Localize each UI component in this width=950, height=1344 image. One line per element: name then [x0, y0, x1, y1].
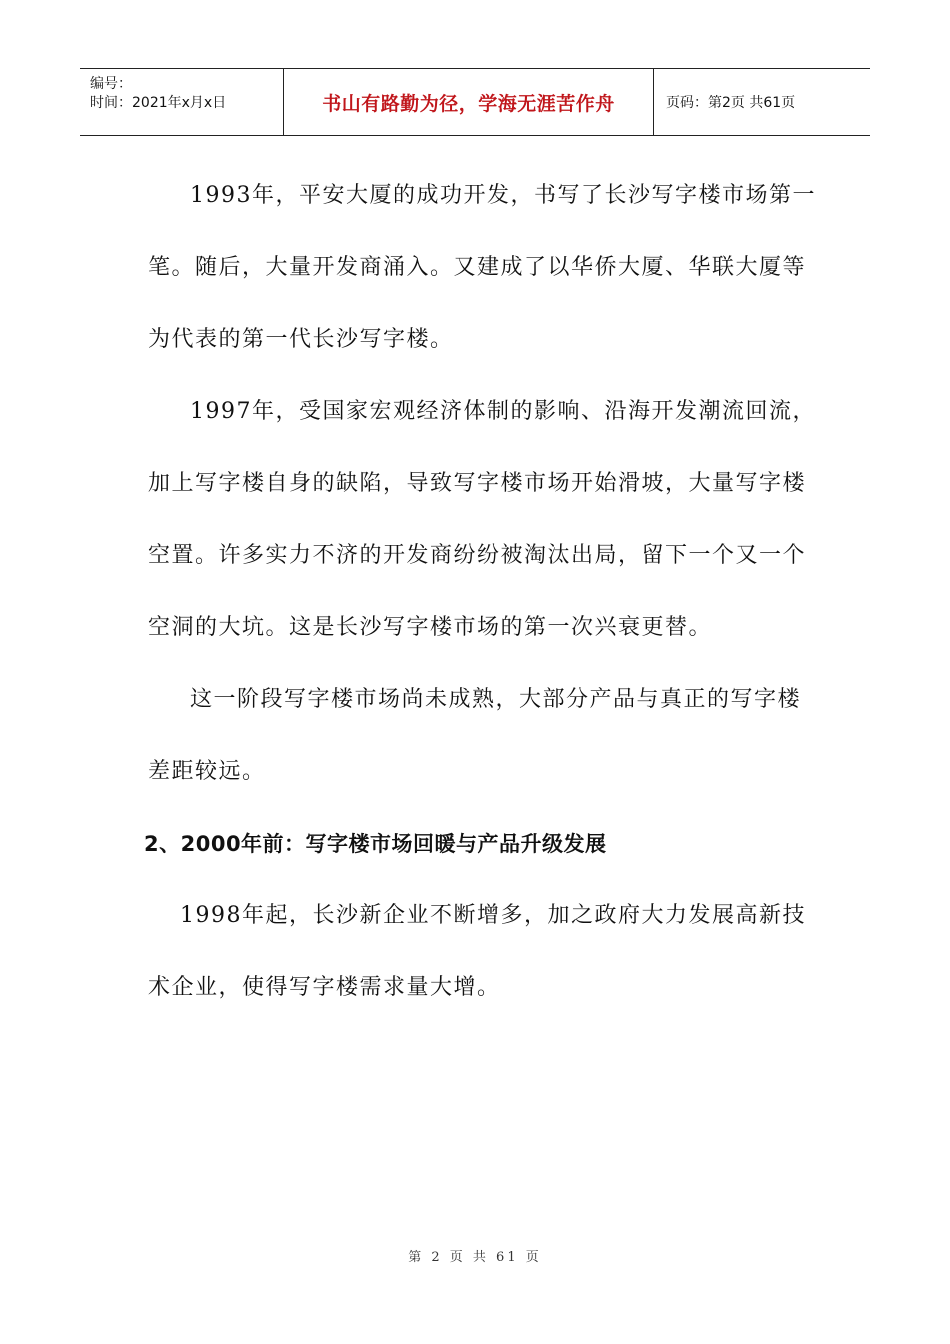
- header-left-cell: [80, 69, 284, 135]
- page-header: [80, 68, 870, 136]
- header-page-info: 页码：第2页 共61页: [666, 95, 796, 111]
- header-motto: 书山有路勤为径，学海无涯苦作舟: [284, 69, 654, 135]
- paragraph-1997: 1997年，受国家宏观经济体制的影响、沿海开发潮流回流，加上写字楼自身的缺陷，导致写字楼市场开始滑坡，大量写字楼空置。许多实力不济的开发商纷纷被淘汰出局，留下一个又一个空洞的大坑。这是长沙写字楼市场的第一次兴衰更替。: [148, 399, 816, 640]
- paragraph-1998: 1998年起，长沙新企业不断增多，加之政府大力发展高新技术企业，使得写字楼需求量大增。: [148, 903, 806, 1000]
- paragraph-stage-summary: 这一阶段写字楼市场尚未成熟，大部分产品与真正的写字楼差距较远。: [148, 687, 802, 784]
- doc-number-label: 编号：: [90, 76, 132, 92]
- document-body: [144, 160, 818, 1024]
- page-footer: 第 2 页 共 61 页: [408, 1250, 542, 1265]
- date-line: 时间：2021年x月x日: [90, 95, 227, 111]
- paragraph-1993: 1993年，平安大厦的成功开发，书写了长沙写字楼市场第一笔。随后，大量开发商涌入。又建成了以华侨大厦、华联大厦等为代表的第一代长沙写字楼。: [148, 183, 816, 352]
- section-heading: 2、2000年前：写字楼市场回暖与产品升级发展: [144, 832, 607, 856]
